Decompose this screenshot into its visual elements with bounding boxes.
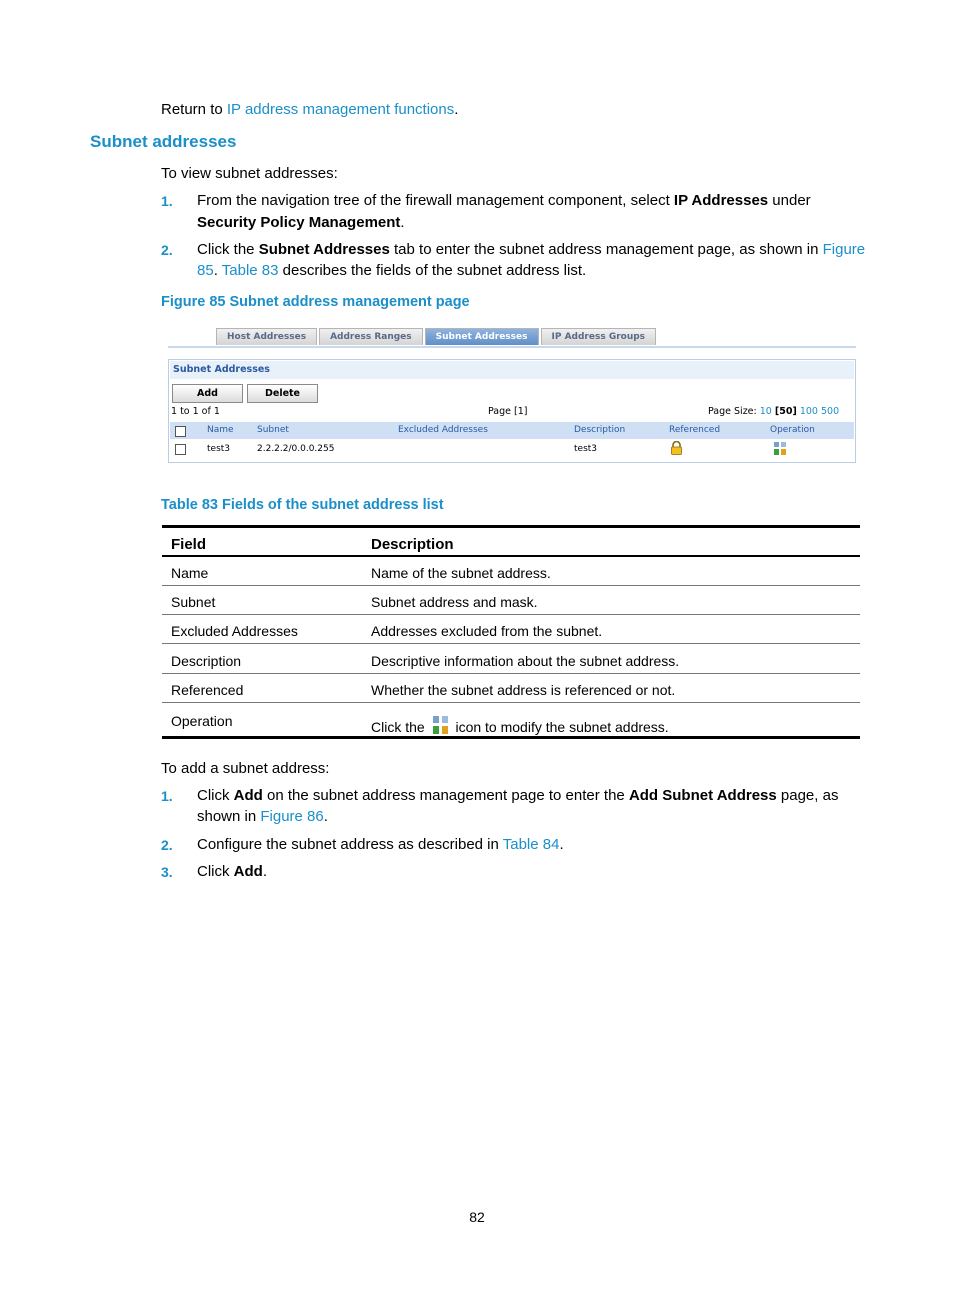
- row-subnet: 2.2.2.2/0.0.0.255: [257, 444, 335, 454]
- field-desc: [371, 715, 669, 738]
- lock-icon: [670, 441, 683, 458]
- step-number: 1.: [161, 788, 173, 804]
- page-number: 82: [469, 1209, 485, 1225]
- field-name: Description: [171, 653, 242, 669]
- add-step-1-line2: [197, 808, 328, 825]
- tab-bar: [216, 328, 658, 346]
- section-title: Subnet addresses: [90, 132, 237, 151]
- tab-host-addresses[interactable]: Host Addresses: [216, 328, 317, 345]
- page-size-label: Page Size:: [708, 406, 757, 417]
- return-prefix: Return to: [161, 101, 227, 118]
- step-bold: Subnet Addresses: [258, 241, 390, 258]
- step-text: Click the: [197, 241, 259, 258]
- delete-button[interactable]: Delete: [247, 384, 318, 403]
- step-text: Click: [197, 863, 234, 880]
- col-excluded[interactable]: Excluded Addresses: [398, 425, 488, 435]
- step-text: Click: [197, 787, 234, 804]
- row-rule: [162, 643, 860, 644]
- step-text: on the subnet address management page to enter the: [262, 787, 629, 804]
- step-text: .: [323, 808, 328, 825]
- field-name: Referenced: [171, 682, 244, 698]
- figure-85-link[interactable]: Figure: [822, 241, 866, 258]
- header-field: Field: [171, 536, 207, 553]
- row-checkbox[interactable]: [175, 444, 186, 455]
- table-bottom-rule: [162, 736, 860, 739]
- step-text: From the navigation tree of the firewall management component, select: [197, 192, 674, 209]
- col-description[interactable]: Description: [574, 425, 626, 435]
- add-intro: To add a subnet address:: [161, 760, 330, 777]
- field-desc: Subnet address and mask.: [371, 594, 538, 610]
- step-number: 2.: [161, 837, 173, 853]
- page-size: [708, 406, 839, 417]
- step-text: .: [262, 863, 268, 880]
- table-caption: Table 83 Fields of the subnet address list: [161, 497, 444, 513]
- add-button[interactable]: Add: [172, 384, 243, 403]
- col-referenced[interactable]: Referenced: [669, 425, 721, 435]
- col-subnet[interactable]: Subnet: [257, 425, 289, 435]
- step-bold: Add Subnet Address: [628, 787, 777, 804]
- step-text: shown in: [197, 808, 261, 825]
- field-desc: Name of the subnet address.: [371, 565, 551, 581]
- tab-subnet-addresses[interactable]: Subnet Addresses: [425, 328, 539, 345]
- step-text: .: [400, 214, 405, 231]
- row-rule: [162, 673, 860, 674]
- modify-icon: [432, 715, 449, 738]
- col-name[interactable]: Name: [207, 425, 234, 435]
- panel-title: Subnet Addresses: [170, 361, 854, 379]
- page-size-50: [50]: [774, 406, 797, 417]
- figure-86-link[interactable]: Figure 86: [260, 808, 324, 825]
- add-step-3: [197, 863, 267, 880]
- operation-pre: Click the: [371, 719, 429, 735]
- view-step-1-line2: [197, 214, 405, 231]
- return-line: [161, 101, 458, 118]
- operation-post: icon to modify the subnet address.: [451, 719, 669, 735]
- step-number: 1.: [161, 193, 173, 209]
- tab-address-ranges[interactable]: Address Ranges: [319, 328, 423, 345]
- add-step-1: [197, 787, 877, 804]
- tab-ip-address-groups[interactable]: IP Address Groups: [541, 328, 657, 345]
- select-all-checkbox[interactable]: [175, 426, 186, 437]
- view-step-1: [197, 192, 867, 209]
- page-size-10[interactable]: 10: [759, 406, 772, 417]
- step-bold: IP Addresses: [673, 192, 769, 209]
- return-suffix: .: [454, 101, 459, 118]
- field-name: Name: [171, 565, 209, 581]
- table-top-rule: [162, 525, 860, 528]
- figure-caption: Figure 85 Subnet address management page: [161, 294, 470, 310]
- step-number: 2.: [161, 242, 173, 258]
- step-bold: Add: [233, 787, 263, 804]
- step-text: describes the fields of the subnet address list.: [278, 262, 587, 279]
- field-desc: Descriptive information about the subnet address.: [371, 653, 680, 669]
- subnet-address-screenshot: [168, 326, 856, 464]
- row-description: test3: [574, 444, 598, 454]
- table-84-link[interactable]: Table 84: [502, 836, 560, 853]
- row-name: test3: [207, 444, 231, 454]
- ip-address-management-link[interactable]: IP address management functions: [226, 101, 455, 118]
- page-size-500[interactable]: 500: [821, 406, 840, 417]
- view-step-2-line2: [197, 262, 586, 279]
- step-text: page, as: [776, 787, 839, 804]
- row-rule: [162, 585, 860, 586]
- step-bold: Security Policy Management: [197, 214, 401, 231]
- step-text: under: [768, 192, 811, 209]
- field-name: Operation: [171, 713, 233, 729]
- field-desc: Whether the subnet address is referenced or not.: [371, 682, 676, 698]
- step-bold: Add: [233, 863, 263, 880]
- step-text: Configure the subnet address as described in: [197, 836, 503, 853]
- tab-underline: [168, 346, 856, 348]
- figure-85-link-cont[interactable]: 85: [197, 262, 214, 279]
- row-rule: [162, 614, 860, 615]
- step-text: tab to enter the subnet address management page, as shown in: [389, 241, 823, 258]
- step-text: .: [559, 836, 564, 853]
- header-description: Description: [371, 536, 454, 553]
- add-step-2: [197, 836, 564, 853]
- row-rule: [162, 702, 860, 703]
- view-intro: To view subnet addresses:: [161, 165, 338, 182]
- view-step-2: [197, 241, 877, 258]
- subnet-panel: [168, 359, 856, 463]
- header-rule: [162, 555, 860, 557]
- modify-icon[interactable]: [773, 441, 787, 459]
- field-name: Subnet: [171, 594, 216, 610]
- table-83-link[interactable]: Table 83: [221, 262, 279, 279]
- pager-count: 1 to 1 of 1: [171, 406, 220, 417]
- field-desc: Addresses excluded from the subnet.: [371, 623, 603, 639]
- step-text: .: [213, 262, 222, 279]
- page-size-100[interactable]: 100: [799, 406, 818, 417]
- col-operation: Operation: [770, 425, 815, 435]
- field-name: Excluded Addresses: [171, 623, 298, 639]
- pager-page: Page [1]: [488, 406, 528, 417]
- step-number: 3.: [161, 864, 173, 880]
